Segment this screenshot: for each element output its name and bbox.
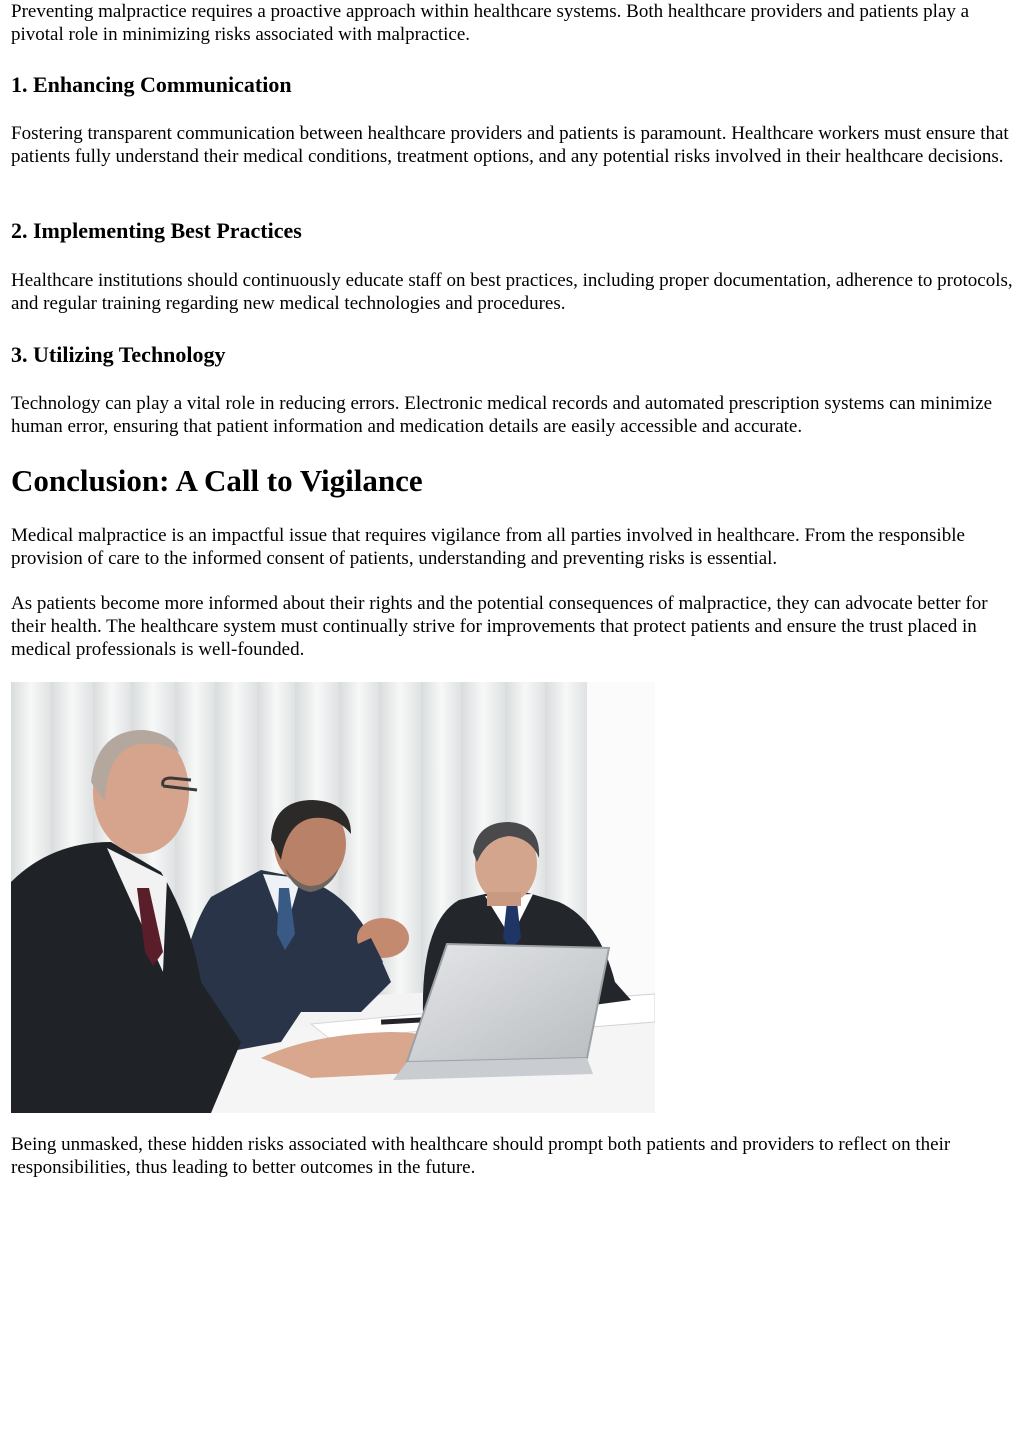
section-body-best-practices: Healthcare institutions should continuously educate staff on best practices, including proper documentation, adherence to protocols, and regular training regarding new medical technologies and procedures. [11, 270, 1013, 315]
conclusion-title: Conclusion: A Call to Vigilance [11, 463, 423, 498]
conclusion-paragraph-1: Medical malpractice is an impactful issue that requires vigilance from all parties involved in healthcare. From the responsible provision of care to the informed consent of patients, understanding and preventing risks is essential. [11, 525, 965, 570]
business-meeting-photo [11, 682, 655, 1113]
intro-paragraph: Preventing malpractice requires a proactive approach within healthcare systems. Both healthcare providers and patients play a pivotal role in minimizing risks associated with malpractice. [11, 1, 970, 46]
section-body-technology: Technology can play a vital role in reducing errors. Electronic medical records and automated prescription systems can minimize human error, ensuring that patient information and medication details are easily accessible and accurate. [11, 393, 993, 438]
section-heading-technology: 3. Utilizing Technology [11, 342, 226, 367]
section-heading-best-practices: 2. Implementing Best Practices [11, 218, 302, 243]
closing-paragraph: Being unmasked, these hidden risks associated with healthcare should prompt both patients and providers to reflect on their responsibilities, thus leading to better outcomes in the future. [11, 1134, 951, 1179]
conclusion-paragraph-2: As patients become more informed about their rights and the potential consequences of malpractice, they can advocate better for their health. The healthcare system must continually strive for improvements that protect patients and ensure the trust placed in medical professionals is well-founded. [11, 593, 988, 661]
section-heading-communication: 1. Enhancing Communication [11, 72, 292, 97]
section-body-communication: Fostering transparent communication between healthcare providers and patients is paramount. Healthcare workers must ensure that patients fully understand their medical conditions, treatment options, and any potential risks involved in their healthcare decisions. [11, 123, 1009, 168]
